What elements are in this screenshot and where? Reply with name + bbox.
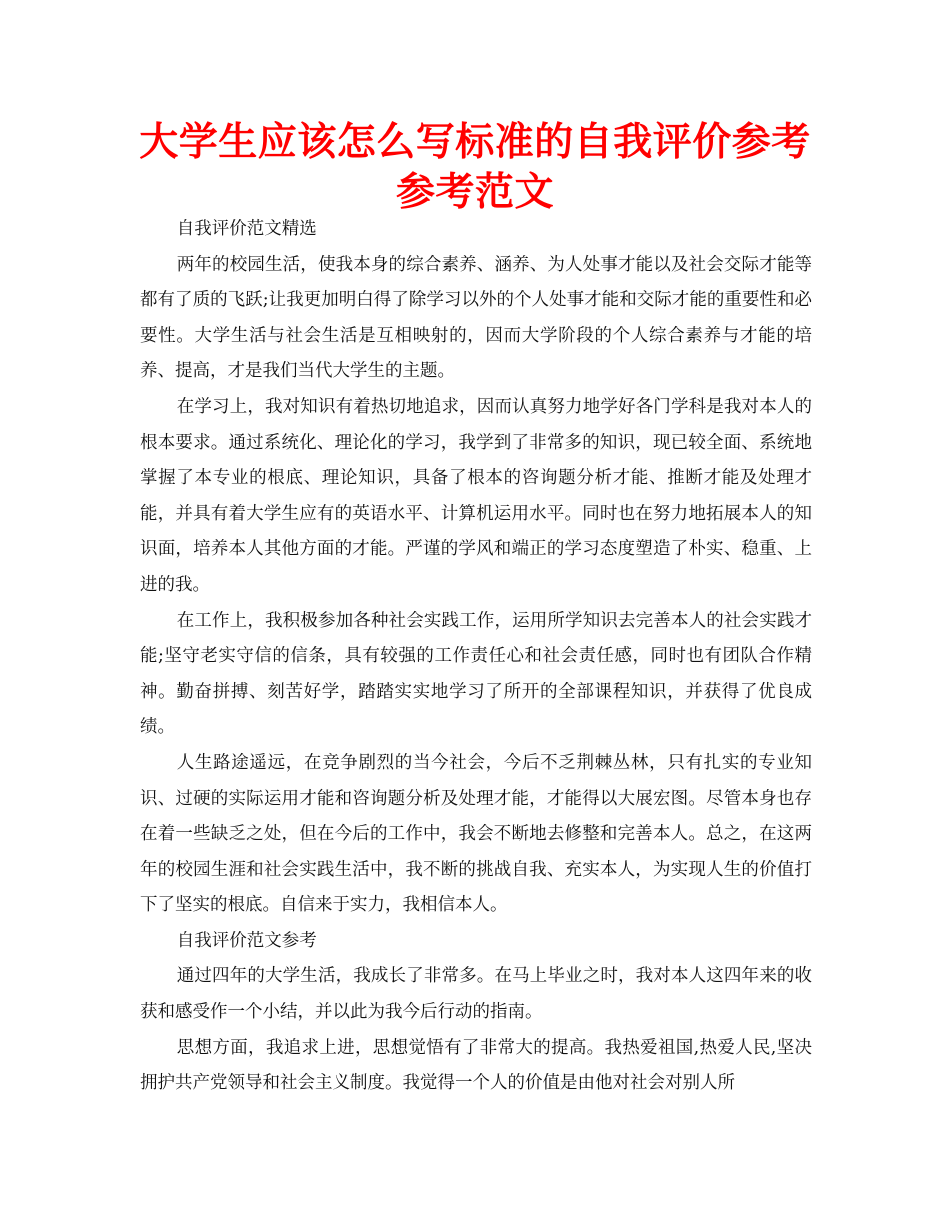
paragraph: 两年的校园生活，使我本身的综合素养、涵养、为人处事才能以及社会交际才能等都有了质的飞跃;让我更加明白得了除学习以外的个人处事才能和交际才能的重要性和必要性。大学生活与社会生活是互相映射的，因而大学阶段的个人综合素养与才能的培养、提高，才是我们当代大学生的主题。 xyxy=(140,254,812,382)
paragraph: 在工作上，我积极参加各种社会实践工作，运用所学知识去完善本人的社会实践才能;坚守老实守信的信条，具有较强的工作责任心和社会责任感，同时也有团队合作精神。勤奋拼搏、刻苦好学，踏踏实实地学习了所开的全部课程知识，并获得了优良成绩。 xyxy=(140,610,812,738)
document-title: 大学生应该怎么写标准的自我评价参考参考范文 xyxy=(139,120,811,215)
document-body xyxy=(140,212,812,1102)
paragraph: 通过四年的大学生活，我成长了非常多。在马上毕业之时，我对本人这四年来的收获和感受作一个小结，并以此为我今后行动的指南。 xyxy=(140,966,812,1023)
paragraph: 在学习上，我对知识有着热切地追求，因而认真努力地学好各门学科是我对本人的根本要求。通过系统化、理论化的学习，我学到了非常多的知识，现已较全面、系统地掌握了本专业的根底、理论知识，具备了根本的咨询题分析才能、推断才能及处理才能，并具有着大学生应有的英语水平、计算机运用水平。同时也在努力地拓展本人的知识面，培养本人其他方面的才能。严谨的学风和端正的学习态度塑造了朴实、稳重、上进的我。 xyxy=(140,396,812,595)
paragraph: 人生路途遥远，在竞争剧烈的当今社会，今后不乏荆棘丛林，只有扎实的专业知识、过硬的实际运用才能和咨询题分析及处理才能，才能得以大展宏图。尽管本身也存在着一些缺乏之处，但在今后的工作中，我会不断地去修整和完善本人。总之，在这两年的校园生涯和社会实践生活中，我不断的挑战自我、充实本人，为实现人生的价值打下了坚实的根底。自信来于实力，我相信本人。 xyxy=(140,752,812,916)
paragraph: 思想方面，我追求上进，思想觉悟有了非常大的提高。我热爱祖国,热爱人民,坚决拥护共产党领导和社会主义制度。我觉得一个人的价值是由他对社会对别人所 xyxy=(140,1037,812,1094)
section-heading-selected-samples: 自我评价范文精选 xyxy=(176,219,317,239)
section-heading-reference-samples: 自我评价范文参考 xyxy=(176,930,317,951)
